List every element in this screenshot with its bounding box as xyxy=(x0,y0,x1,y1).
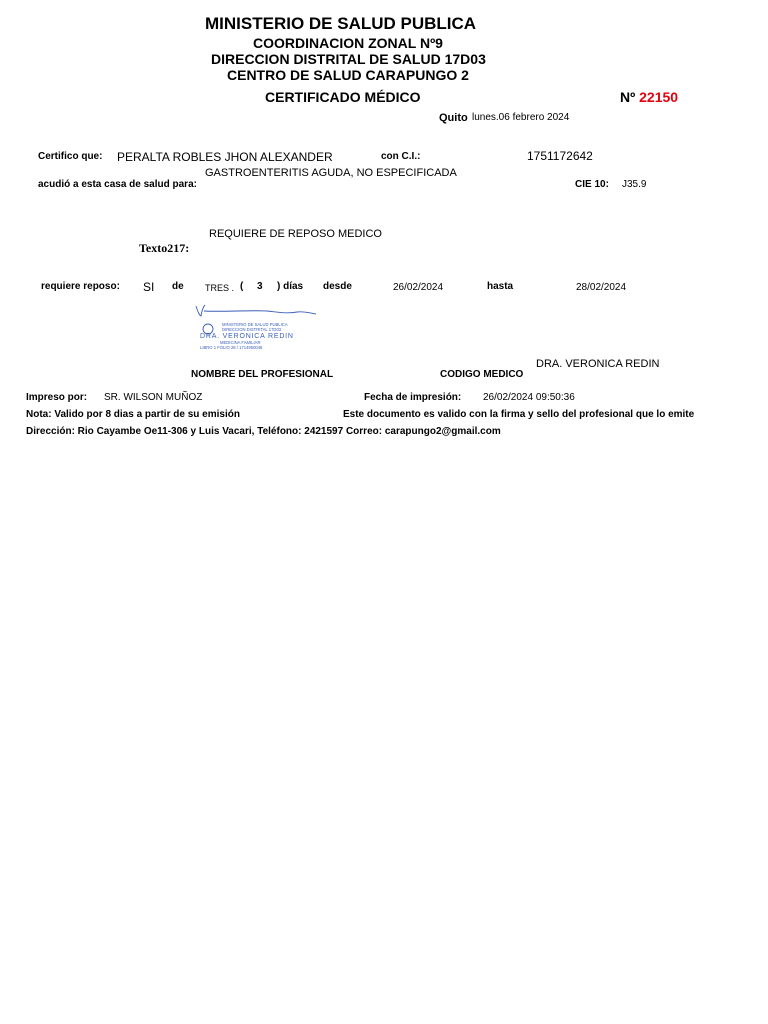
rest-label: requiere reposo: xyxy=(41,281,120,292)
patient-name: PERALTA ROBLES JHON ALEXANDER xyxy=(117,150,333,164)
validity-note: Nota: Valido por 8 dias a partir de su emisión xyxy=(26,409,240,420)
print-date-label: Fecha de impresión: xyxy=(364,392,462,403)
rest-de: de xyxy=(172,281,184,292)
attended-label: acudió a esta casa de salud para: xyxy=(38,179,197,190)
doctor-name: DRA. VERONICA REDIN xyxy=(536,358,660,370)
certificate-number xyxy=(620,89,678,105)
ministry-title: MINISTERIO DE SALUD PUBLICA xyxy=(205,14,477,33)
id-label: con C.I.: xyxy=(381,151,421,162)
stamp-line-ministry: MINISTERIO DE SALUD PUBLICA xyxy=(222,322,288,327)
signature-stamp xyxy=(192,302,324,352)
zone-title: COORDINACION ZONAL Nº9 xyxy=(253,35,443,51)
document-title: CERTIFICADO MÉDICO xyxy=(265,89,421,105)
medical-code-label: CODIGO MEDICO xyxy=(440,369,524,380)
from-date: 26/02/2024 xyxy=(393,282,444,293)
signature-scrawl xyxy=(196,305,316,316)
print-date-value: 26/02/2024 09:50:36 xyxy=(483,392,575,403)
center-title: CENTRO DE SALUD CARAPUNGO 2 xyxy=(227,67,469,83)
stamp-code: LIBRO 1 FOLIO 28 / 1714950046 xyxy=(200,345,263,350)
rest-note: REQUIERE DE REPOSO MEDICO xyxy=(209,228,382,240)
to-label: hasta xyxy=(487,281,514,292)
cie-label: CIE 10: xyxy=(575,179,609,190)
stamp-doctor-name: DRA. VERONICA REDIN xyxy=(200,333,294,340)
certificate-number-label: Nº xyxy=(620,89,636,105)
from-label: desde xyxy=(323,281,352,292)
days-label: ) días xyxy=(277,281,304,292)
days-number: 3 xyxy=(257,281,263,292)
text-field-label: Texto217: xyxy=(139,241,190,255)
rest-answer: SI xyxy=(143,280,155,294)
address-line: Dirección: Rio Cayambe Oe11-306 y Luis Vacari, Teléfono: 2421597 Correo: carapungo2@gmail.com xyxy=(26,426,501,437)
days-words: TRES . xyxy=(205,283,235,293)
certificate-number-value: 22150 xyxy=(639,89,679,105)
district-title: DIRECCION DISTRITAL DE SALUD 17D03 xyxy=(211,51,486,67)
diagnosis: GASTROENTERITIS AGUDA, NO ESPECIFICADA xyxy=(205,167,457,179)
validity-statement: Este documento es valido con la firma y sello del profesional que lo emite xyxy=(343,409,695,420)
patient-id: 1751172642 xyxy=(527,149,593,163)
city: Quito xyxy=(439,112,468,124)
printed-by-value: SR. WILSON MUÑOZ xyxy=(104,392,203,403)
stamp-line-district: DIRECCION DISTRITAL 17D03 xyxy=(222,327,282,332)
to-date: 28/02/2024 xyxy=(576,282,627,293)
certifies-label: Certifico que: xyxy=(38,151,103,162)
issue-date: lunes.06 febrero 2024 xyxy=(472,112,570,123)
open-paren: ( xyxy=(240,281,244,292)
printed-by-label: Impreso por: xyxy=(26,392,88,403)
stamp-specialty: MEDICINA FAMILIAR xyxy=(220,340,261,345)
professional-name-label: NOMBRE DEL PROFESIONAL xyxy=(191,369,334,380)
cie-code: J35.9 xyxy=(622,179,647,190)
